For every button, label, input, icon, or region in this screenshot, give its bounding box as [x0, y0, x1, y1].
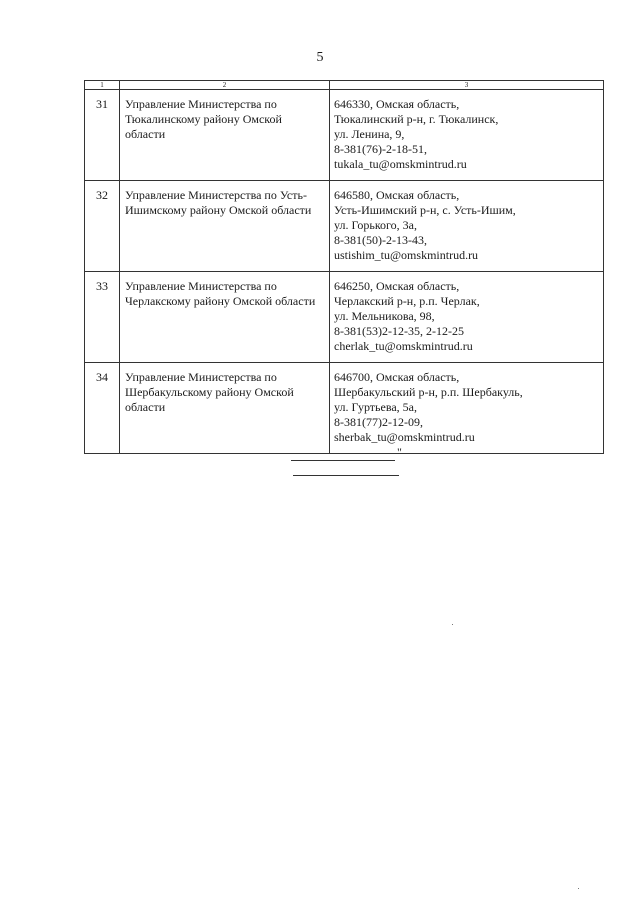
table-row: [85, 363, 604, 454]
department-name: Управление Министерства по Черлакскому району Омской области: [120, 272, 330, 363]
address-district: Шербакульский р-н, р.п. Шербакуль,: [334, 385, 523, 399]
address-email: cherlak_tu@omskmintrud.ru: [334, 339, 473, 353]
address-district: Тюкалинский р-н, г. Тюкалинск,: [334, 112, 499, 126]
column-header-number: 1: [85, 81, 120, 90]
address-postal: 646700, Омская область,: [334, 370, 460, 384]
address-postal: 646580, Омская область,: [334, 188, 460, 202]
closing-rule-top: [291, 460, 395, 461]
address-postal: 646330, Омская область,: [334, 97, 460, 111]
department-address: [330, 181, 604, 272]
department-name: Управление Министерства по Шербакульскому району Омской области: [120, 363, 330, 454]
department-address: [330, 90, 604, 181]
table-row: [85, 181, 604, 272]
row-number: 31: [85, 90, 120, 181]
address-district: Усть-Ишимский р-н, с. Усть-Ишим,: [334, 203, 516, 217]
address-phone: 8-381(76)-2-18-51,: [334, 142, 427, 156]
address-email: sherbak_tu@omskmintrud.ru: [334, 430, 475, 444]
closing-quote-mark: ": [397, 445, 402, 459]
address-street: ул. Мельникова, 98,: [334, 309, 435, 323]
address-district: Черлакский р-н, р.п. Черлак,: [334, 294, 480, 308]
address-street: ул. Ленина, 9,: [334, 127, 405, 141]
address-email: tukala_tu@omskmintrud.ru: [334, 157, 467, 171]
column-header-name: 2: [120, 81, 330, 90]
column-header-address: 3: [330, 81, 604, 90]
department-address: [330, 272, 604, 363]
department-address: [330, 363, 604, 454]
row-number: 34: [85, 363, 120, 454]
scan-speck: [578, 888, 579, 889]
address-street: ул. Гуртьева, 5а,: [334, 400, 417, 414]
departments-table: [84, 80, 604, 454]
closing-rule-bottom: [293, 475, 399, 476]
address-email: ustishim_tu@omskmintrud.ru: [334, 248, 479, 262]
table-row: [85, 272, 604, 363]
scan-speck: [452, 624, 453, 625]
row-number: 33: [85, 272, 120, 363]
address-phone: 8-381(53)2-12-35, 2-12-25: [334, 324, 464, 338]
page-number: 5: [316, 50, 324, 65]
address-phone: 8-381(77)2-12-09,: [334, 415, 423, 429]
department-name: Управление Министерства по Усть-Ишимскому району Омской области: [120, 181, 330, 272]
table-header-row: [85, 81, 604, 90]
address-postal: 646250, Омская область,: [334, 279, 460, 293]
table-row: [85, 90, 604, 181]
department-name: Управление Министерства по Тюкалинскому району Омской области: [120, 90, 330, 181]
address-street: ул. Горького, 3а,: [334, 218, 417, 232]
row-number: 32: [85, 181, 120, 272]
address-phone: 8-381(50)-2-13-43,: [334, 233, 427, 247]
